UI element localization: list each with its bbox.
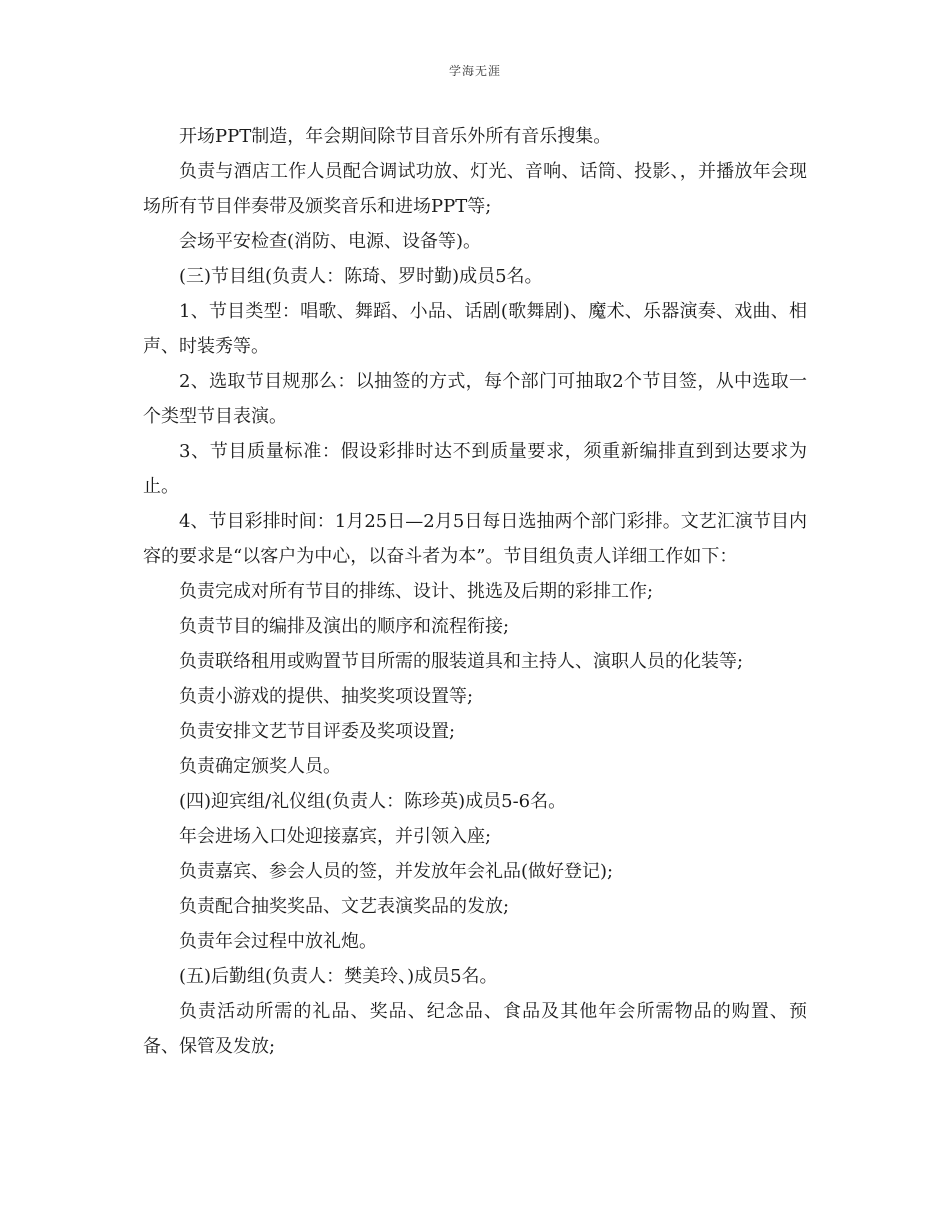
list-item-judges-awards: 负责安排文艺节目评委及奖项设置; (179, 721, 456, 742)
paragraph-safety-check: 会场平安检查(消防、电源、设备等)。 (179, 231, 482, 252)
list-item-prize-distribution: 负责配合抽奖奖品、文艺表演奖品的发放; (179, 896, 510, 917)
paragraph-quality-standard: 3、节目质量标准：假设彩排时达不到质量要求，须重新编排直到到达要求为止。 (143, 441, 807, 497)
list-item-greet-guests: 年会进场入口处迎接嘉宾，并引领入座; (179, 826, 492, 847)
list-item-salute-cannons: 负责年会过程中放礼炮。 (179, 931, 377, 952)
section-heading-program-group: (三)节目组(负责人：陈琦、罗时勤)成员5名。 (179, 266, 543, 287)
list-item-program-order: 负责节目的编排及演出的顺序和流程衔接; (179, 616, 510, 637)
list-item-games-lottery: 负责小游戏的提供、抽奖奖项设置等; (179, 686, 474, 707)
paragraph-rehearsal-time: 4、节目彩排时间：1月25日—2月5日每日选抽两个部门彩排。文艺汇演节目内容的要求是“以客户为中心，以奋斗者为本”。节目组负责人详细工作如下： (143, 511, 807, 567)
list-item-sign-in-gifts: 负责嘉宾、参会人员的签，并发放年会礼品(做好登记); (179, 861, 614, 882)
list-item-costumes-makeup: 负责联络租用或购置节目所需的服装道具和主持人、演职人员的化装等; (179, 651, 744, 672)
section-heading-reception-group: (四)迎宾组/礼仪组(负责人：陈珍英)成员5-6名。 (179, 791, 567, 812)
paragraph-logistics-duties: 负责活动所需的礼品、奖品、纪念品、食品及其他年会所需物品的购置、预备、保管及发放; (143, 1001, 807, 1057)
section-heading-logistics-group: (五)后勤组(负责人：樊美玲、)成员5名。 (179, 966, 498, 987)
paragraph-program-types: 1、节目类型：唱歌、舞蹈、小品、话剧(歌舞剧)、魔术、乐器演奏、戏曲、相声、时装秀等。 (143, 301, 807, 357)
paragraph-ppt-music: 开场PPT制造，年会期间除节目音乐外所有音乐搜集。 (179, 126, 612, 147)
paragraph-selection-rules: 2、选取节目规那么：以抽签的方式，每个部门可抽取2个节目签，从中选取一个类型节目表演。 (143, 371, 807, 427)
list-item-award-presenters: 负责确定颁奖人员。 (179, 756, 341, 777)
document-body (143, 119, 807, 1064)
list-item-rehearsal-work: 负责完成对所有节目的排练、设计、挑选及后期的彩排工作; (179, 581, 654, 602)
page-header: 学海无涯 (448, 64, 501, 78)
paragraph-hotel-equipment: 负责与酒店工作人员配合调试功放、灯光、音响、话筒、投影、，并播放年会现场所有节目伴奏带及颁奖音乐和进场PPT等; (143, 161, 807, 217)
